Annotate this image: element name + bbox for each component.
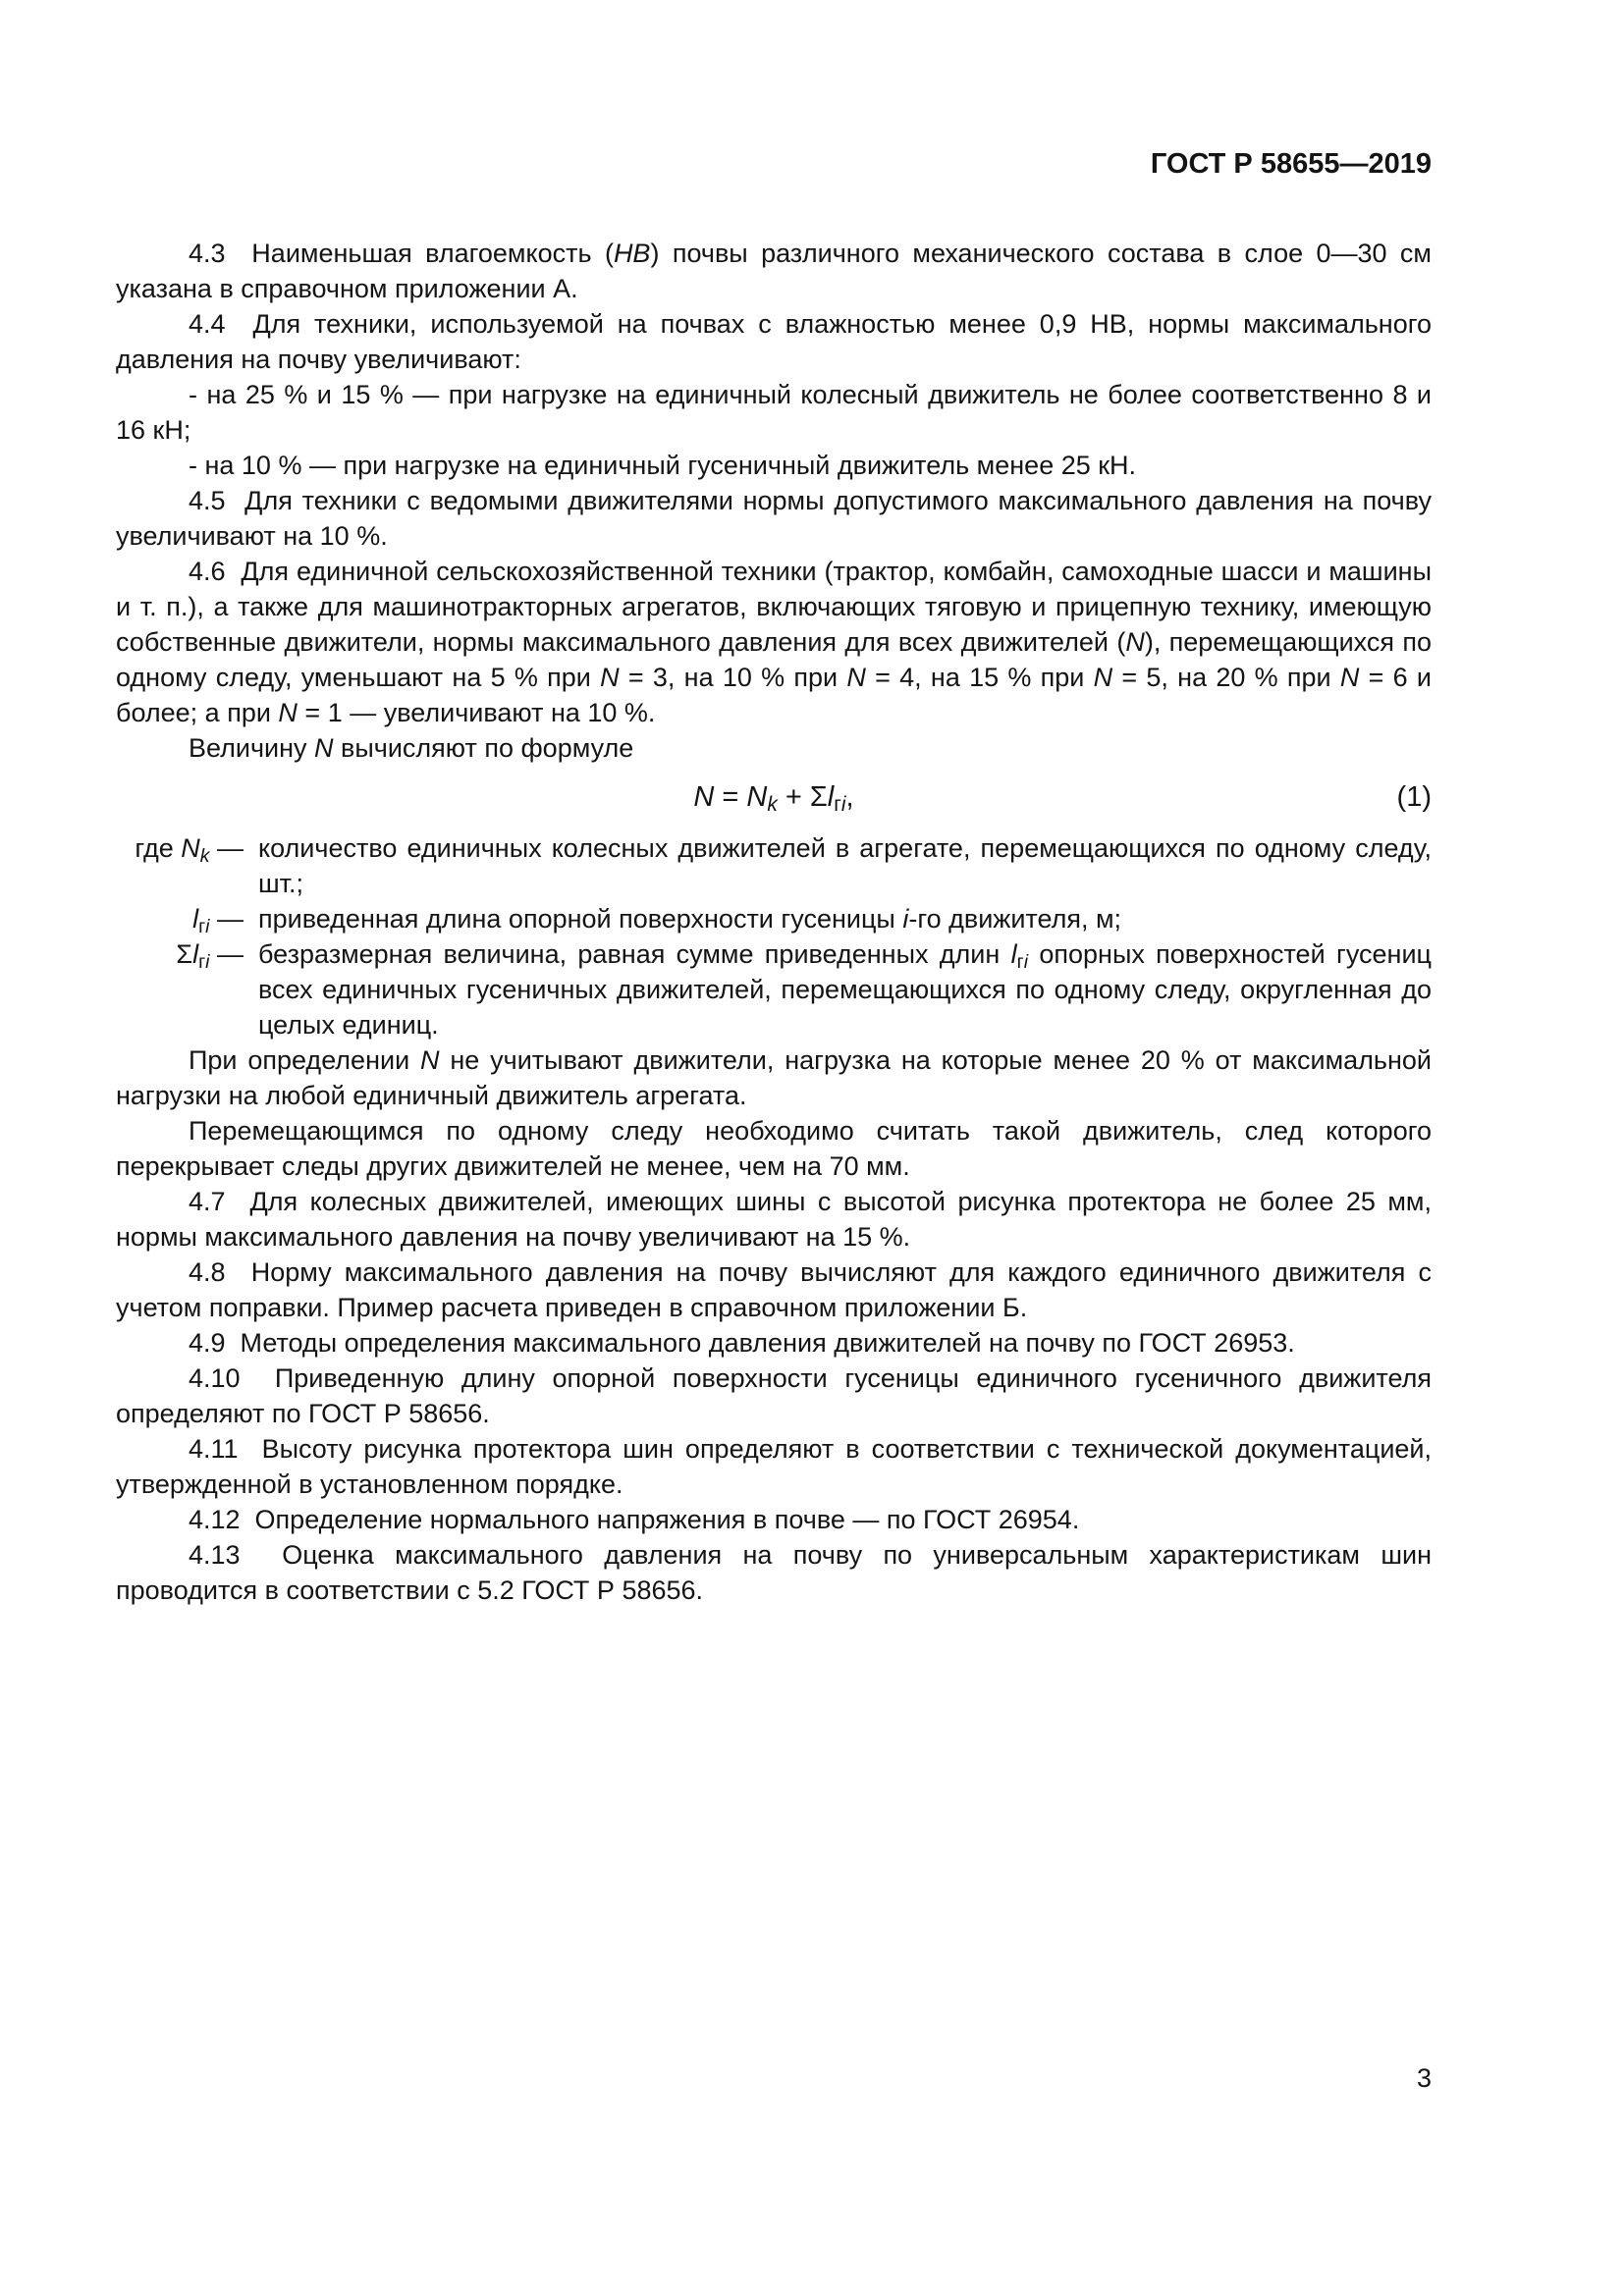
paragraph: 4.12 Определение нормального напряжения в почве — по ГОСТ 26954.	[189, 1505, 1080, 1534]
paragraph: 4.8 Норму максимального давления на почву вычисляют для каждого единичного движителя с учетом поправки. Пример расчета приведен в справочном приложении Б.	[116, 1257, 1432, 1322]
paragraph: Величину N вычисляют по формуле	[189, 733, 634, 763]
paragraph: - на 10 % — при нагрузке на единичный гусеничный движитель менее 25 кН.	[189, 451, 1137, 480]
formula-number: (1)	[1396, 781, 1432, 813]
formula-expression: $N = N_k + \Sigma l_{гi}$,	[693, 781, 854, 817]
definition-text: количество единичных колесных движителей в агрегате, перемещающихся по одному следу, шт.;	[258, 833, 1432, 898]
definition-term: $\Sigma l_{гi}$ —	[176, 939, 244, 973]
paragraph: Перемещающимся по одному следу необходимо считать такой движитель, след которого перекрывает следы других движителей не менее, чем на 70 мм.	[116, 1116, 1432, 1181]
paragraph: 4.9 Методы определения максимального давления движителей на почву по ГОСТ 26953.	[189, 1328, 1295, 1358]
paragraph: 4.6 Для единичной сельскохозяйственной техники (трактор, комбайн, самоходные шасси и машины и т. п.), а также для машинотракторных агрегатов, включающих тяговую и прицепную технику, имеющую собственные движители, нормы максимального давления для всех движителей (N), перемещающихся по одному следу, уменьшают на 5 % при N = 3, на 10 % при N = 4, на 15 % при N = 5, на 20 % при N = 6 и более; а при N = 1 — увеличивают на 10 %.	[116, 557, 1432, 727]
paragraph: 4.3 Наименьшая влагоемкость (НВ) почвы различного механического состава в слое 0—30 см указана в справочном приложении А.	[116, 239, 1432, 303]
page-number: 3	[1416, 2063, 1432, 2093]
paragraph: При определении N не учитывают движители, нагрузка на которые менее 20 % от максимальной нагрузки на любой единичный движитель агрегата.	[116, 1045, 1432, 1110]
definition-row	[116, 901, 1432, 936]
paragraph: 4.4 Для техники, используемой на почвах с влажностью менее 0,9 НВ, нормы максимального давления на почву увеличивают:	[116, 309, 1432, 374]
definition-term: где $N_k$ —	[135, 833, 244, 867]
definition-term: $l_{гi}$ —	[192, 904, 244, 937]
paragraph: 4.11 Высоту рисунка протектора шин определяют в соответствии с технической документацией, утвержденной в установленном порядке.	[116, 1434, 1432, 1499]
paragraphs-before-formula	[116, 236, 1432, 766]
paragraphs-after-formula	[116, 1042, 1432, 1608]
paragraph: 4.5 Для техники с ведомыми движителями нормы допустимого максимального давления на почву увеличивают на 10 %.	[116, 486, 1432, 551]
formula-definitions	[116, 830, 1432, 1042]
paragraph: 4.10 Приведенную длину опорной поверхности гусеницы единичного гусеничного движителя определяют по ГОСТ Р 58656.	[116, 1363, 1432, 1428]
definition-row	[116, 936, 1432, 1042]
document-content	[116, 236, 1432, 1608]
paragraph: 4.7 Для колесных движителей, имеющих шины с высотой рисунка протектора не более 25 мм, нормы максимального давления на почву увеличивают на 15 %.	[116, 1187, 1432, 1252]
paragraph: - на 25 % и 15 % — при нагрузке на единичный колесный движитель не более соответственно 8 и 16 кН;	[116, 380, 1432, 445]
formula-block	[116, 774, 1432, 821]
definition-text: приведенная длина опорной поверхности гусеницы i-го движителя, м;	[258, 904, 1122, 934]
definition-text: безразмерная величина, равная сумме приведенных длин $l_{гi}$ опорных поверхностей гусениц всех единичных гусеничных движителей, перемещающихся по одному следу, округленная до целых единиц.	[258, 939, 1432, 1040]
paragraph: 4.13 Оценка максимального давления на почву по универсальным характеристикам шин проводится в соответствии с 5.2 ГОСТ Р 58656.	[116, 1540, 1432, 1605]
definition-row	[116, 830, 1432, 901]
page-header-standard-number: ГОСТ Р 58655—2019	[1150, 148, 1432, 180]
